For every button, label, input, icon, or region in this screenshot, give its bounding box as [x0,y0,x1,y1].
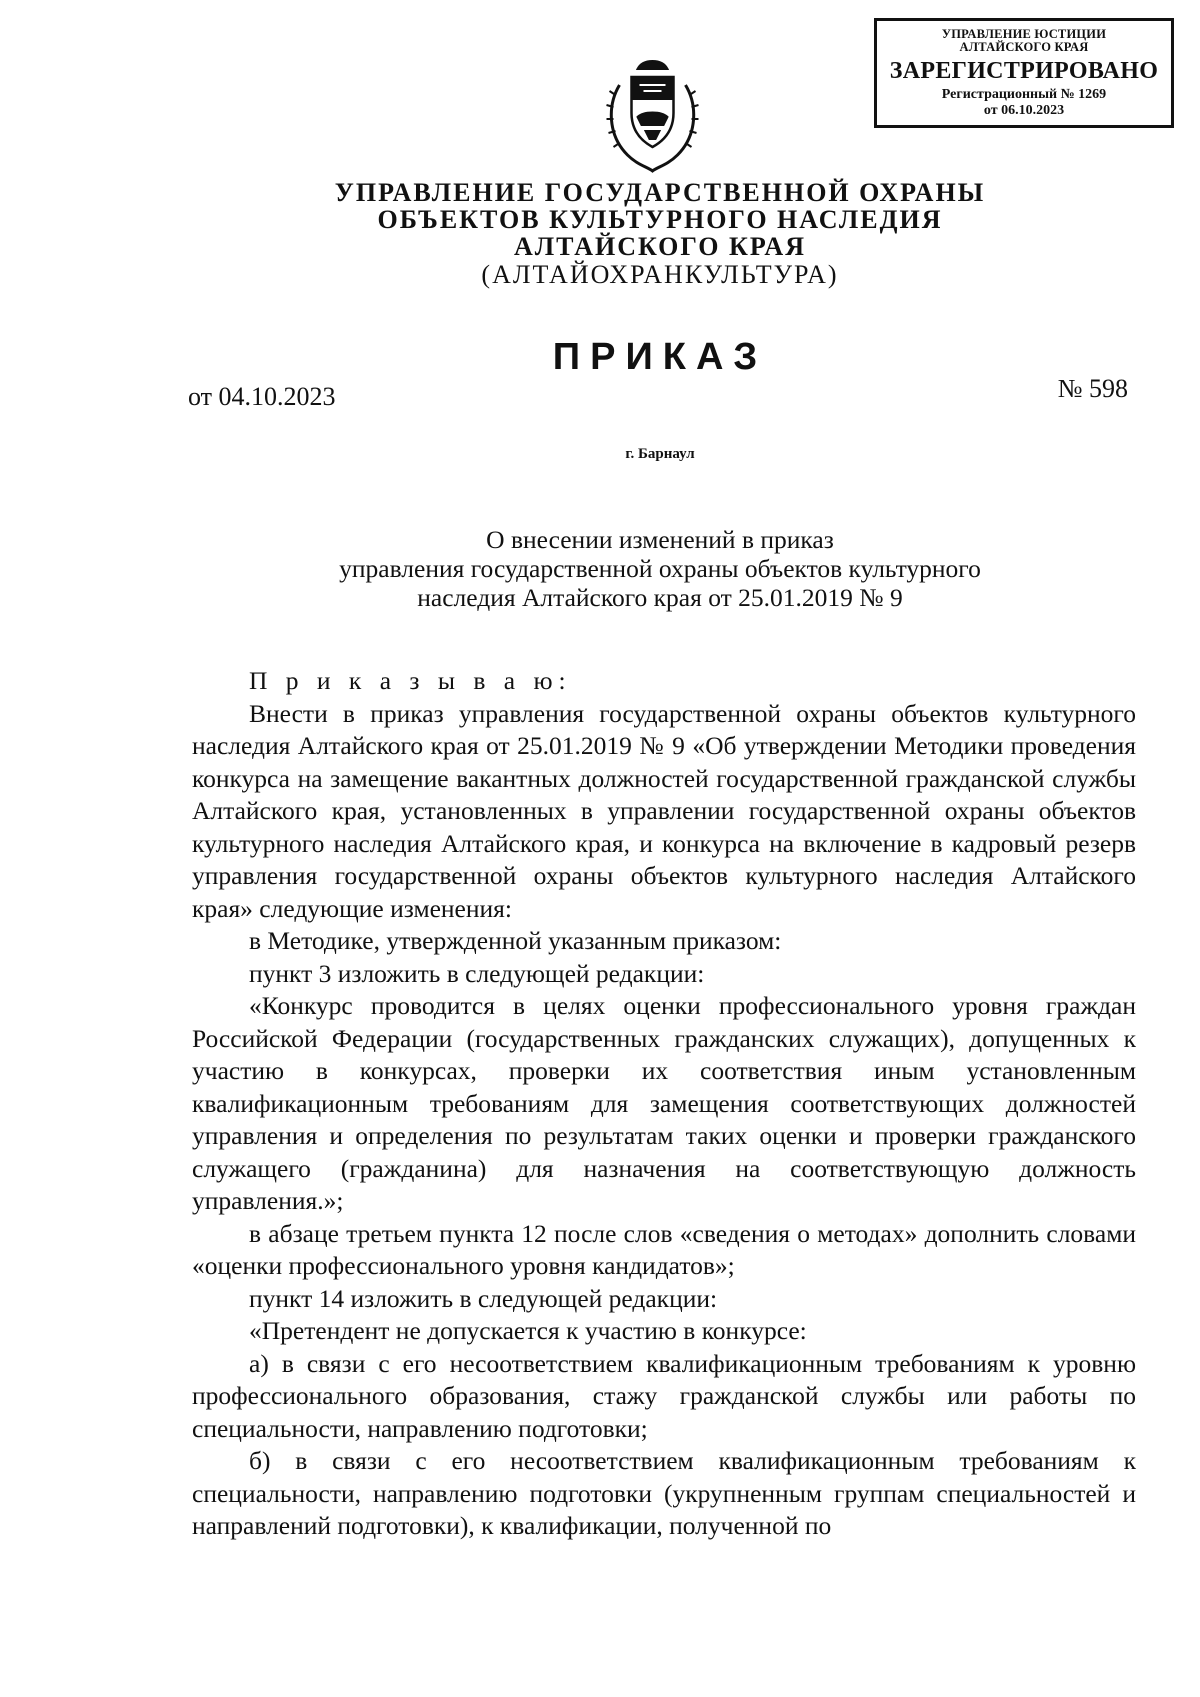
body-paragraph: пункт 14 изложить в следующей редакции: [249,1283,718,1313]
body-paragraph: «Конкурс проводится в целях оценки профессионального уровня граждан Российской Федерации (государственных гражданских служащих), допущенных к участию в конкурсах, проверки их соответствия иным установленным квалификационным требованиям для замещения соответствующих должностей управления и определения по результатам таких оценки и проверки гражданского служащего (гражданина) для назначения на соответствующую должность управления.»; [192,991,1136,1215]
document-type-title: ПРИКАЗ [552,336,768,378]
body-paragraph: в Методике, утвержденной указанным приказом: [249,926,782,955]
document-number: № 598 [1057,374,1128,403]
body-paragraph: в абзаце третьем пункта 12 после слов «сведения о методах» дополнить словами «оценки профессионального уровня кандидатов»; [192,1218,1136,1280]
subject-line3: наследия Алтайского края от 25.01.2019 № 9 [417,583,903,612]
org-name-line2: ОБЪЕКТОВ КУЛЬТУРНОГО НАСЛЕДИЯ [377,205,943,234]
body-paragraph: «Претендент не допускается к участию в конкурсе: [249,1316,807,1345]
body-paragraph: б) в связи с его несоответствием квалификационным требованиям к специальности, направлению подготовки (укрупненным группам специальностей и направлений подготовки), к квалификации, полученной по [192,1446,1136,1540]
org-name-line3: АЛТАЙСКОГО КРАЯ [514,232,806,261]
org-name-line1: УПРАВЛЕНИЕ ГОСУДАРСТВЕННОЙ ОХРАНЫ [334,178,986,207]
order-keyword: П р и к а з ы в а ю: [249,666,572,695]
body-paragraph: а) в связи с его несоответствием квалификационным требованиям к уровню профессионального образования, стажу гражданской службы или работы по специальности, направлению подготовки; [192,1348,1136,1443]
coat-of-arms-emblem [597,55,708,175]
stamp-authority-line1: УПРАВЛЕНИЕ ЮСТИЦИИ [941,27,1107,41]
body-paragraph: Внести в приказ управления государственной охраны объектов культурного наследия Алтайского края от 25.01.2019 № 9 «Об утверждении Методики проведения конкурса на замещение вакантных должностей государственной гражданской службы Алтайского края, установленных в управлении государственной охраны объектов культурного наследия Алтайского края, и конкурса на включение в кадровый резерв управления государственной охраны объектов культурного наследия Алтайского края» следующие изменения: [192,698,1136,923]
document-date: от 04.10.2023 [188,382,336,411]
stamp-authority-line2: АЛТАЙСКОГО КРАЯ [959,40,1089,54]
body-paragraph: пункт 3 изложить в следующей редакции: [249,958,705,988]
subject-line1: О внесении изменений в приказ [486,525,834,554]
stamp-reg-date: от 06.10.2023 [983,103,1065,118]
stamp-status: ЗАРЕГИСТРИРОВАНО [889,58,1159,84]
document-body [192,665,1136,1543]
subject-line2: управления государственной охраны объектов культурного [339,554,981,583]
registration-stamp [874,18,1174,128]
document-city: г. Барнаул [625,446,695,462]
org-short-name: (АЛТАЙОХРАНКУЛЬТУРА) [481,260,839,289]
stamp-reg-number: Регистрационный № 1269 [941,87,1107,102]
document-subject [300,525,1020,612]
